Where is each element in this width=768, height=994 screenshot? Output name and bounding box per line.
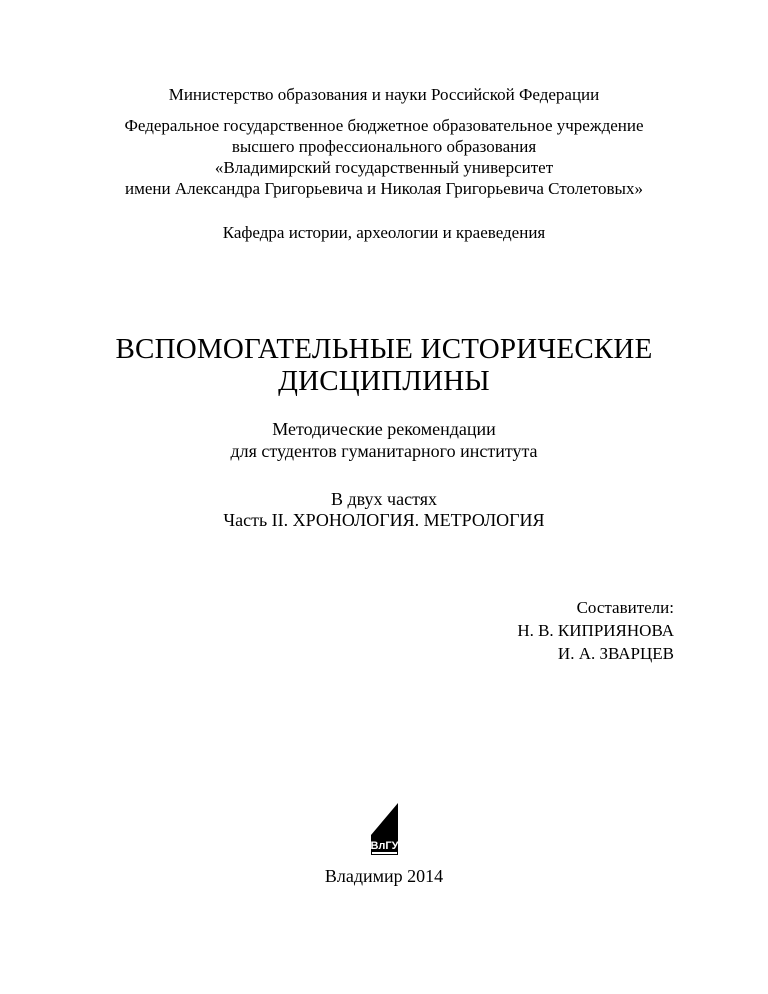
book-title-line-1: ВСПОМОГАТЕЛЬНЫЕ ИСТОРИЧЕСКИЕ: [115, 333, 653, 365]
institution-line-2: высшего профессионального образования: [231, 137, 537, 156]
compilers-block: [517, 596, 674, 665]
city-year: Владимир 2014: [324, 866, 444, 886]
compilers-label: Составители:: [576, 598, 674, 617]
compiler-name-2: И. А. ЗВАРЦЕВ: [557, 644, 674, 663]
ministry-line: Министерство образования и науки Российской Федерации: [168, 85, 600, 104]
institution-line-3: «Владимирский государственный университет: [214, 158, 554, 177]
parts-line-1: В двух частях: [331, 489, 437, 509]
subtitle-line-2: для студентов гуманитарного института: [230, 441, 538, 461]
institution-line-4: имени Александра Григорьевича и Николая Григорьевича Столетовых»: [125, 179, 643, 198]
parts-line-2: Часть II. ХРОНОЛОГИЯ. МЕТРОЛОГИЯ: [223, 510, 545, 530]
university-logo: [368, 801, 401, 859]
logo-triangle: [371, 803, 398, 835]
compiler-name-1: Н. В. КИПРИЯНОВА: [517, 621, 674, 640]
institution-line-1: Федеральное государственное бюджетное образовательное учреждение: [124, 116, 644, 135]
book-title-line-2: ДИСЦИПЛИНЫ: [278, 365, 490, 397]
department-line: Кафедра истории, археологии и краеведения: [222, 223, 546, 242]
logo-text: ВлГУ: [370, 840, 399, 852]
subtitle-line-1: Методические рекомендации: [272, 419, 496, 439]
logo-stripe: [372, 852, 397, 854]
